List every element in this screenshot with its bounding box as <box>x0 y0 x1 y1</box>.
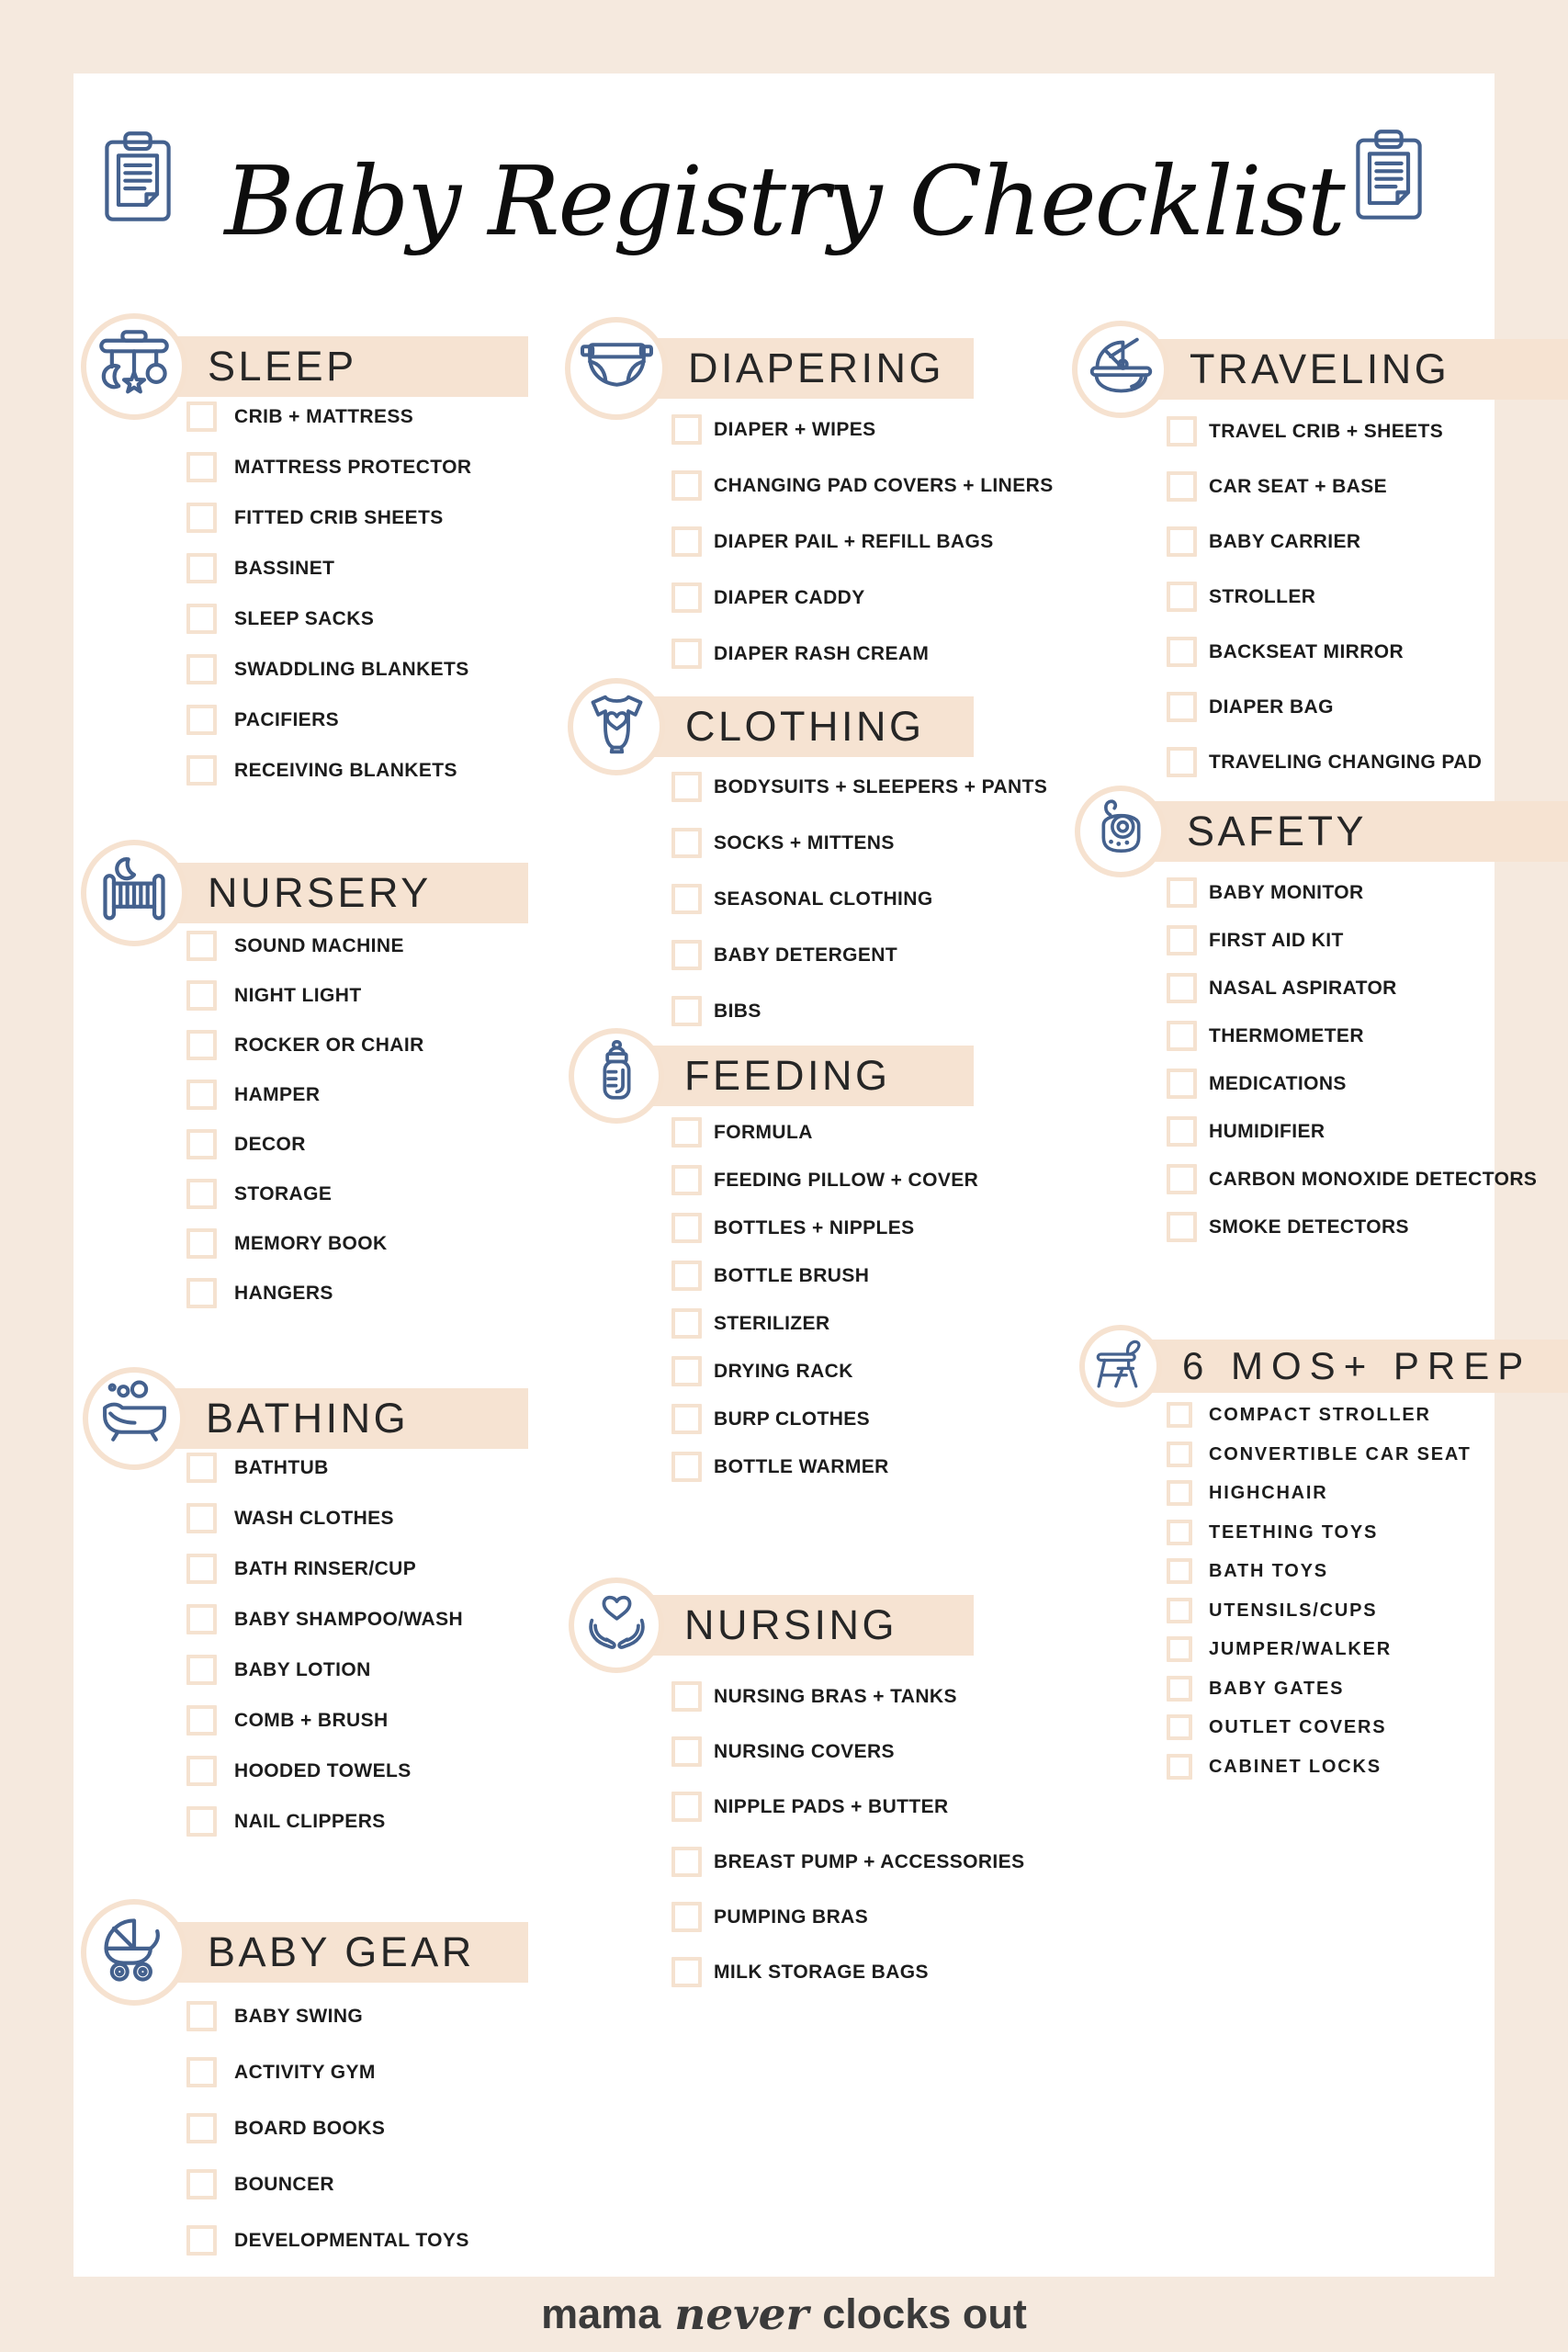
item-label: CONVERTIBLE CAR SEAT <box>1209 1444 1472 1464</box>
item-label: HOODED TOWELS <box>234 1760 412 1781</box>
item-label: DIAPER BAG <box>1209 696 1334 718</box>
item-checkbox[interactable] <box>1167 1021 1197 1051</box>
item-label: BABY GATES <box>1209 1679 1345 1699</box>
item-label: NASAL ASPIRATOR <box>1209 978 1397 999</box>
item-label: BURP CLOTHES <box>714 1408 871 1430</box>
item-label: CRIB + MATTRESS <box>234 406 414 427</box>
item-checkbox[interactable] <box>671 772 702 802</box>
item-label: CABINET LOCKS <box>1209 1757 1382 1777</box>
item-label: RECEIVING BLANKETS <box>234 760 457 781</box>
section-icon-circle <box>81 840 187 946</box>
item-label: NAIL CLIPPERS <box>234 1811 386 1832</box>
item-label: FORMULA <box>714 1122 813 1143</box>
item-checkbox[interactable] <box>1167 747 1197 777</box>
item-checkbox[interactable] <box>671 582 702 613</box>
item-checkbox[interactable] <box>671 1902 702 1932</box>
mobile-icon <box>96 326 173 408</box>
item-checkbox[interactable] <box>671 1356 702 1386</box>
section-title: CLOTHING <box>685 703 925 750</box>
item-label: OUTLET COVERS <box>1209 1717 1387 1737</box>
item-checkbox[interactable] <box>186 705 217 735</box>
item-checkbox[interactable] <box>671 1681 702 1712</box>
item-checkbox[interactable] <box>186 1756 217 1786</box>
item-checkbox[interactable] <box>1167 1480 1192 1506</box>
item-label: DIAPER PAIL + REFILL BAGS <box>714 531 994 552</box>
item-label: MILK STORAGE BAGS <box>714 1962 929 1983</box>
item-label: PACIFIERS <box>234 709 340 730</box>
item-checkbox[interactable] <box>1167 471 1197 502</box>
item-label: TEETHING TOYS <box>1209 1522 1379 1543</box>
item-checkbox[interactable] <box>671 1404 702 1434</box>
item-label: SLEEP SACKS <box>234 608 375 629</box>
item-checkbox[interactable] <box>671 1213 702 1243</box>
item-checkbox[interactable] <box>1167 1520 1192 1545</box>
item-checkbox[interactable] <box>186 1554 217 1584</box>
item-label: PUMPING BRAS <box>714 1906 869 1928</box>
item-checkbox[interactable] <box>1167 1402 1192 1428</box>
item-label: BATHTUB <box>234 1457 329 1478</box>
item-checkbox[interactable] <box>1167 1164 1197 1194</box>
section-title: SAFETY <box>1187 808 1368 854</box>
bassinet-icon <box>1086 332 1156 407</box>
item-checkbox[interactable] <box>671 470 702 501</box>
item-label: HANGERS <box>234 1283 333 1304</box>
item-label: BATH RINSER/CUP <box>234 1558 417 1579</box>
page-title: Baby Registry Checklist <box>224 144 1344 257</box>
item-label: COMPACT STROLLER <box>1209 1405 1431 1425</box>
item-label: SOUND MACHINE <box>234 935 404 956</box>
item-checkbox[interactable] <box>186 1080 217 1110</box>
section-title: BATHING <box>206 1395 410 1442</box>
diaper-icon <box>580 329 654 408</box>
item-label: BABY SWING <box>234 2006 364 2027</box>
item-label: SWADDLING BLANKETS <box>234 659 469 680</box>
item-label: HAMPER <box>234 1084 321 1105</box>
hands-heart-icon <box>582 1589 651 1662</box>
item-checkbox[interactable] <box>1167 692 1197 722</box>
section-title: 6 MOS+ PREP <box>1182 1344 1532 1387</box>
footer-brand-mama: mama <box>541 2290 661 2337</box>
item-checkbox[interactable] <box>186 2057 217 2087</box>
item-label: JUMPER/WALKER <box>1209 1639 1392 1659</box>
item-checkbox[interactable] <box>1167 1636 1192 1662</box>
item-checkbox[interactable] <box>1167 1754 1192 1780</box>
item-label: BOTTLE WARMER <box>714 1456 889 1477</box>
item-label: FEEDING PILLOW + COVER <box>714 1170 979 1191</box>
item-checkbox[interactable] <box>186 503 217 533</box>
item-checkbox[interactable] <box>186 931 217 961</box>
section-icon-circle <box>81 313 187 420</box>
item-label: SEASONAL CLOTHING <box>714 888 933 910</box>
item-checkbox[interactable] <box>1167 637 1197 667</box>
item-label: HIGHCHAIR <box>1209 1483 1328 1503</box>
item-label: BABY SHAMPOO/WASH <box>234 1609 464 1630</box>
item-checkbox[interactable] <box>671 940 702 970</box>
item-label: BIBS <box>714 1001 761 1022</box>
item-checkbox[interactable] <box>186 2001 217 2031</box>
item-label: BOUNCER <box>234 2174 334 2195</box>
item-label: STORAGE <box>234 1183 333 1204</box>
pram-icon <box>96 1912 173 1994</box>
footer-brand-never: never <box>674 2289 809 2340</box>
item-label: THERMOMETER <box>1209 1025 1364 1046</box>
item-label: MATTRESS PROTECTOR <box>234 457 472 478</box>
item-label: BABY MONITOR <box>1209 882 1364 903</box>
item-checkbox[interactable] <box>186 1806 217 1837</box>
item-checkbox[interactable] <box>1167 1598 1192 1623</box>
item-checkbox[interactable] <box>186 1179 217 1209</box>
baby-monitor-icon <box>1088 796 1155 867</box>
item-label: FIRST AID KIT <box>1209 930 1344 951</box>
item-label: BASSINET <box>234 558 335 579</box>
item-label: BODYSUITS + SLEEPERS + PANTS <box>714 776 1048 797</box>
item-checkbox[interactable] <box>671 1847 702 1877</box>
item-checkbox[interactable] <box>671 996 702 1026</box>
item-checkbox[interactable] <box>671 1165 702 1195</box>
item-label: FITTED CRIB SHEETS <box>234 507 444 528</box>
item-checkbox[interactable] <box>186 755 217 786</box>
item-checkbox[interactable] <box>186 452 217 482</box>
item-label: SOCKS + MITTENS <box>714 832 895 854</box>
item-checkbox[interactable] <box>186 2113 217 2143</box>
section-icon-circle <box>569 1577 664 1673</box>
item-checkbox[interactable] <box>671 1736 702 1767</box>
item-checkbox[interactable] <box>186 2225 217 2256</box>
item-checkbox[interactable] <box>1167 1558 1192 1584</box>
section-icon-circle <box>83 1367 186 1470</box>
item-checkbox[interactable] <box>1167 877 1197 908</box>
item-checkbox[interactable] <box>1167 1676 1192 1702</box>
item-label: BABY DETERGENT <box>714 944 898 966</box>
item-checkbox[interactable] <box>186 1453 217 1483</box>
item-label: BATH TOYS <box>1209 1561 1328 1581</box>
item-checkbox[interactable] <box>186 1278 217 1308</box>
item-label: WASH CLOTHES <box>234 1508 394 1529</box>
item-label: CAR SEAT + BASE <box>1209 476 1388 497</box>
item-label: NURSING COVERS <box>714 1741 895 1762</box>
item-checkbox[interactable] <box>186 1030 217 1060</box>
item-label: BOTTLES + NIPPLES <box>714 1217 915 1238</box>
item-checkbox[interactable] <box>1167 1116 1197 1147</box>
item-checkbox[interactable] <box>1167 416 1197 447</box>
item-label: BABY CARRIER <box>1209 531 1361 552</box>
section-title: DIAPERING <box>688 345 945 391</box>
item-checkbox[interactable] <box>186 401 217 432</box>
item-label: NURSING BRAS + TANKS <box>714 1686 957 1707</box>
item-label: MEDICATIONS <box>1209 1073 1347 1094</box>
baby-bottle-icon <box>582 1039 651 1113</box>
item-label: HUMIDIFIER <box>1209 1121 1325 1142</box>
section-icon-circle <box>565 317 668 420</box>
item-label: DIAPER + WIPES <box>714 419 876 440</box>
item-checkbox[interactable] <box>671 1261 702 1291</box>
item-checkbox[interactable] <box>186 980 217 1011</box>
item-label: MEMORY BOOK <box>234 1233 388 1254</box>
section-icon-circle <box>1079 1325 1162 1408</box>
item-checkbox[interactable] <box>1167 973 1197 1003</box>
item-checkbox[interactable] <box>1167 1714 1192 1740</box>
highchair-icon <box>1091 1334 1151 1398</box>
section-icon-circle <box>569 1028 664 1124</box>
item-checkbox[interactable] <box>186 1503 217 1533</box>
section-title: SLEEP <box>208 343 357 390</box>
item-checkbox[interactable] <box>671 1117 702 1148</box>
item-label: UTENSILS/CUPS <box>1209 1600 1378 1621</box>
item-checkbox[interactable] <box>1167 1212 1197 1242</box>
item-label: SMOKE DETECTORS <box>1209 1216 1409 1238</box>
item-label: DEVELOPMENTAL TOYS <box>234 2230 469 2251</box>
item-label: NIGHT LIGHT <box>234 985 362 1006</box>
item-checkbox[interactable] <box>186 604 217 634</box>
footer-brand-clocks-out: clocks out <box>822 2290 1027 2337</box>
section-icon-circle <box>1072 321 1169 418</box>
item-checkbox[interactable] <box>671 828 702 858</box>
item-checkbox[interactable] <box>186 654 217 684</box>
item-label: BOARD BOOKS <box>234 2118 386 2139</box>
onesie-icon <box>581 689 652 764</box>
item-checkbox[interactable] <box>186 1604 217 1634</box>
section-icon-circle <box>81 1899 187 2006</box>
item-checkbox[interactable] <box>671 639 702 669</box>
item-label: STERILIZER <box>714 1313 830 1334</box>
item-checkbox[interactable] <box>1167 526 1197 557</box>
item-label: ACTIVITY GYM <box>234 2062 376 2083</box>
item-checkbox[interactable] <box>186 1705 217 1736</box>
item-checkbox[interactable] <box>671 414 702 445</box>
section-icon-circle <box>1075 786 1167 877</box>
section-title: FEEDING <box>684 1052 891 1099</box>
item-checkbox[interactable] <box>671 1792 702 1822</box>
footer <box>0 2277 1568 2352</box>
item-label: BREAST PUMP + ACCESSORIES <box>714 1851 1025 1872</box>
item-label: BOTTLE BRUSH <box>714 1265 870 1286</box>
item-checkbox[interactable] <box>1167 1069 1197 1099</box>
item-label: BABY LOTION <box>234 1659 371 1680</box>
item-label: DIAPER CADDY <box>714 587 865 608</box>
item-checkbox[interactable] <box>186 1228 217 1259</box>
item-label: BACKSEAT MIRROR <box>1209 641 1404 662</box>
bathtub-icon <box>97 1379 172 1458</box>
item-label: COMB + BRUSH <box>234 1710 389 1731</box>
item-label: ROCKER OR CHAIR <box>234 1035 424 1056</box>
section-title: NURSERY <box>208 869 432 916</box>
item-checkbox[interactable] <box>671 526 702 557</box>
section-icon-circle <box>568 678 665 775</box>
item-label: STROLLER <box>1209 586 1316 607</box>
section-title: TRAVELING <box>1190 345 1450 392</box>
item-checkbox[interactable] <box>671 1957 702 1987</box>
section-title: BABY GEAR <box>208 1928 475 1975</box>
item-label: TRAVELING CHANGING PAD <box>1209 752 1483 773</box>
item-label: DRYING RACK <box>714 1361 853 1382</box>
item-checkbox[interactable] <box>671 1452 702 1482</box>
item-label: NIPPLE PADS + BUTTER <box>714 1796 949 1817</box>
item-label: CHANGING PAD COVERS + LINERS <box>714 475 1054 496</box>
item-checkbox[interactable] <box>1167 582 1197 612</box>
item-checkbox[interactable] <box>1167 1442 1192 1467</box>
item-checkbox[interactable] <box>186 2169 217 2199</box>
item-checkbox[interactable] <box>1167 925 1197 956</box>
item-label: DECOR <box>234 1134 306 1155</box>
item-label: CARBON MONOXIDE DETECTORS <box>1209 1169 1538 1190</box>
item-checkbox[interactable] <box>671 884 702 914</box>
item-label: DIAPER RASH CREAM <box>714 643 930 664</box>
item-checkbox[interactable] <box>186 1655 217 1685</box>
crib-icon <box>96 853 173 934</box>
item-checkbox[interactable] <box>186 1129 217 1159</box>
item-label: TRAVEL CRIB + SHEETS <box>1209 421 1444 442</box>
item-checkbox[interactable] <box>186 553 217 583</box>
item-checkbox[interactable] <box>671 1308 702 1339</box>
section-title: NURSING <box>684 1601 898 1648</box>
